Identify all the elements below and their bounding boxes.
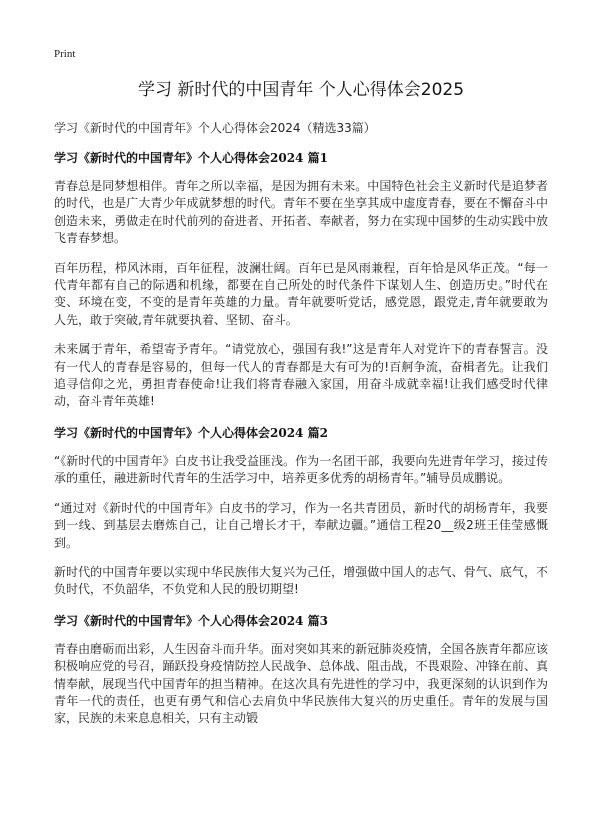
section-heading: 学习《新时代的中国青年》个人心得体会2024 篇2 — [54, 425, 328, 440]
print-label: Print — [54, 48, 76, 60]
paragraph: “通过对《新时代的中国青年》白皮书的学习，作为一名共青团员，新时代的胡杨青年，我要到一线、到基层去磨炼自己，让自己增长才干，奉献边疆。”通信工程20__级2班王佳莹感慨到。 — [54, 500, 548, 550]
section-1 — [54, 150, 548, 411]
paragraph: “《新时代的中国青年》白皮书让我受益匪浅。作为一名团干部，我要向先进青年学习，接过传承的重任，融进新时代青年的生活学习中，培养更多优秀的胡杨青年。”辅导员成鹏说。 — [54, 453, 548, 486]
page-title: 学习 新时代的中国青年 个人心得体会2025 — [137, 80, 465, 100]
paragraph: 青春由磨砺而出彩，人生因奋斗而升华。面对突如其来的新冠肺炎疫情，全国各族青年都应该积极响应党的号召，踊跃投身疫情防控人民战争、总体战、阻击战，不畏艰险、冲锋在前、真情奉献，展现当代中国青年的担当精神。在这次具有先进性的学习中，我更深刻的认识到作为青年一代的责任，也更有勇气和信心去肩负中华民族伟大复兴的历史重任。青年的发展与国家，民族的未来息息相关，只有主动锻 — [54, 641, 548, 726]
document-subtitle: 学习《新时代的中国青年》个人心得体会2024（精选33篇） — [54, 121, 376, 135]
paragraph: 青春总是同梦想相伴。青年之所以幸福，是因为拥有未来。中国特色社会主义新时代是追梦者的时代，也是广大青少年成就梦想的时代。青年不要在坐享其成中虚度青春，要在不懈奋斗中创造未来，勇做走在时代前列的奋进者、开拓者、奉献者，努力在实现中国梦的生动实践中放飞青春梦想。 — [54, 179, 548, 246]
section-3 — [54, 613, 548, 728]
section-heading: 学习《新时代的中国青年》个人心得体会2024 篇3 — [54, 613, 328, 628]
paragraph: 百年历程，栉风沐雨，百年征程，波澜壮阔。百年已是风雨兼程，百年恰是风华正茂。“每一代青年都有自己的际遇和机缘，都要在自己所处的时代条件下谋划人生、创造历史。”时代在变、环境在变，不变的是青年英雄的力量。青年就要听党话，感党恩，跟党走,青年就要敢为人先，敢于突破,青年就要执着、坚韧、奋斗。 — [54, 260, 548, 327]
section-2 — [54, 425, 548, 599]
section-heading: 学习《新时代的中国青年》个人心得体会2024 篇1 — [54, 151, 328, 165]
paragraph: 新时代的中国青年要以实现中华民族伟大复兴为己任，增强做中国人的志气、骨气、底气，不负时代，不负韶华，不负党和人民的殷切期望! — [54, 564, 548, 597]
paragraph: 未来属于青年，希望寄予青年。“请党放心，强国有我!”这是青年人对党许下的青春誓言。没有一代人的青春是容易的，但每一代人的青春都是大有可为的!百舸争流，奋楫者先。让我们追寻信仰之光，勇担青春使命!让我们将青春融入家国，用奋斗成就幸福!让我们感受时代律动，奋斗青年英雄! — [54, 342, 548, 409]
